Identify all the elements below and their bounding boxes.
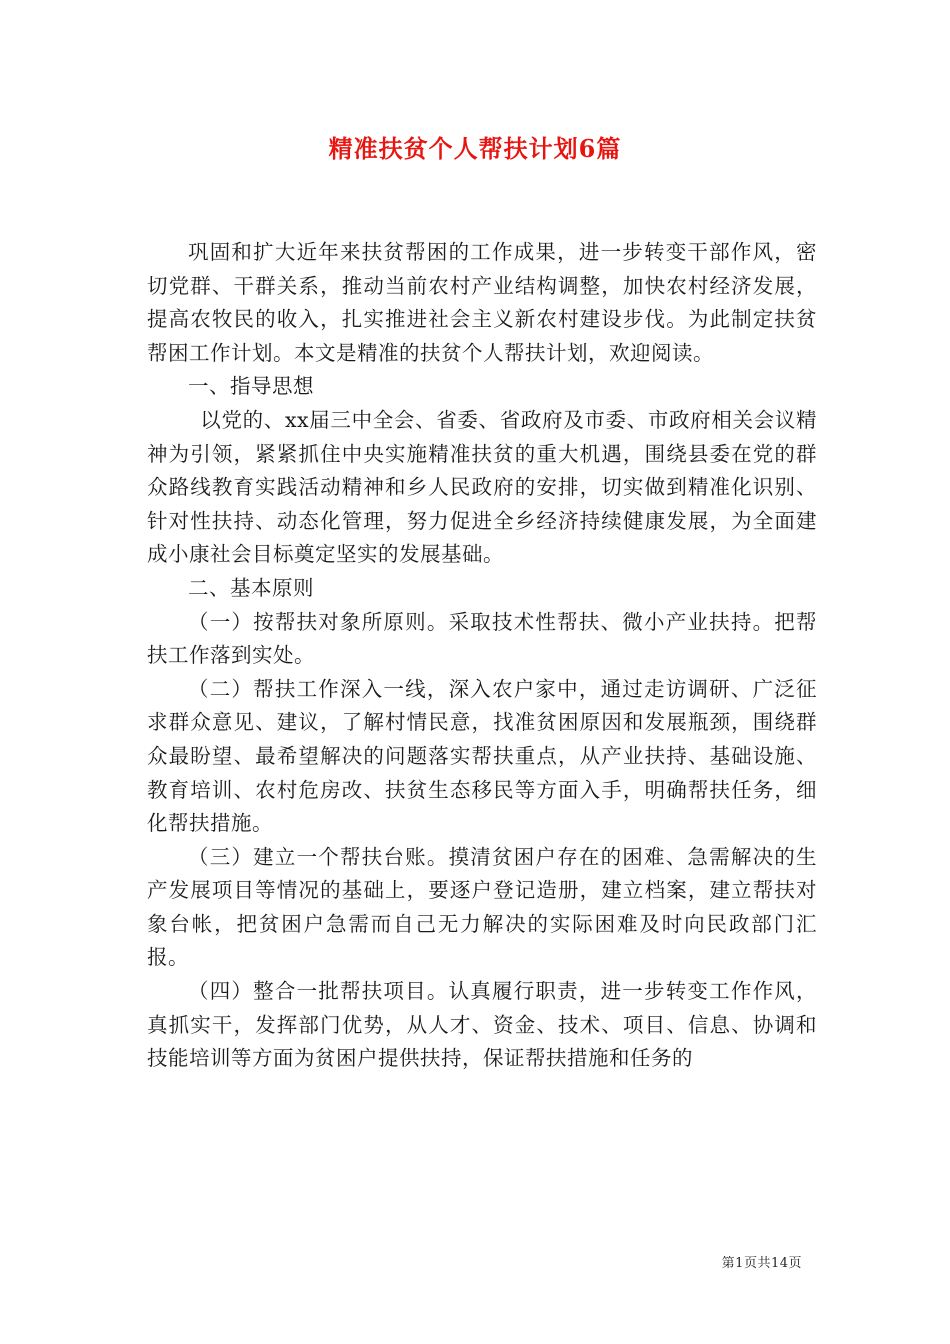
intro-paragraph: 巩固和扩大近年来扶贫帮困的工作成果，进一步转变干部作风，密切党群、干群关系，推动当前农村产业结构调整，加快农村经济发展，提高农牧民的收入，扎实推进社会主义新农村建设步伐。为此制定扶贫帮困工作计划。本文是精准的扶贫个人帮扶计划，欢迎阅读。 [147, 240, 817, 365]
section-heading-guiding-ideology: 一、指导思想 [188, 374, 314, 399]
document-title: 精准扶贫个人帮扶计划6篇 [328, 134, 622, 163]
principle-4-paragraph: （四）整合一批帮扶项目。认真履行职责，进一步转变工作作风，真抓实干，发挥部门优势，从人才、资金、技术、项目、信息、协调和技能培训等方面为贫困户提供扶持，保证帮扶措施和任务的 [147, 979, 817, 1071]
page-number: 第1页共14页 [721, 1256, 802, 1271]
document-body [147, 236, 817, 1076]
principle-3-paragraph: （三）建立一个帮扶台账。摸清贫困户存在的困难、急需解决的生产发展项目等情况的基础上，要逐户登记造册，建立档案，建立帮扶对象台帐，把贫困户急需而自己无力解决的实际困难及时向民政部门汇报。 [147, 844, 817, 970]
guiding-ideology-paragraph: 以党的、xx届三中全会、省委、省政府及市委、市政府相关会议精神为引领，紧紧抓住中央实施精准扶贫的重大机遇，围绕县委在党的群众路线教育实践活动精神和乡人民政府的安排，切实做到精准化识别、针对性扶持、动态化管理，努力促进全乡经济持续健康发展，为全面建成小康社会目标奠定坚实的发展基础。 [147, 407, 817, 567]
principle-1-paragraph: （一）按帮扶对象所原则。采取技术性帮扶、微小产业扶持。把帮扶工作落到实处。 [147, 609, 817, 668]
principle-2-paragraph: （二）帮扶工作深入一线，深入农户家中，通过走访调研、广泛征求群众意见、建议，了解村情民意，找准贫困原因和发展瓶颈，围绕群众最盼望、最希望解决的问题落实帮扶重点，从产业扶持、基础设施、教育培训、农村危房改、扶贫生态移民等方面入手，明确帮扶任务，细化帮扶措施。 [147, 676, 817, 836]
section-heading-basic-principles: 二、基本原则 [188, 575, 314, 600]
